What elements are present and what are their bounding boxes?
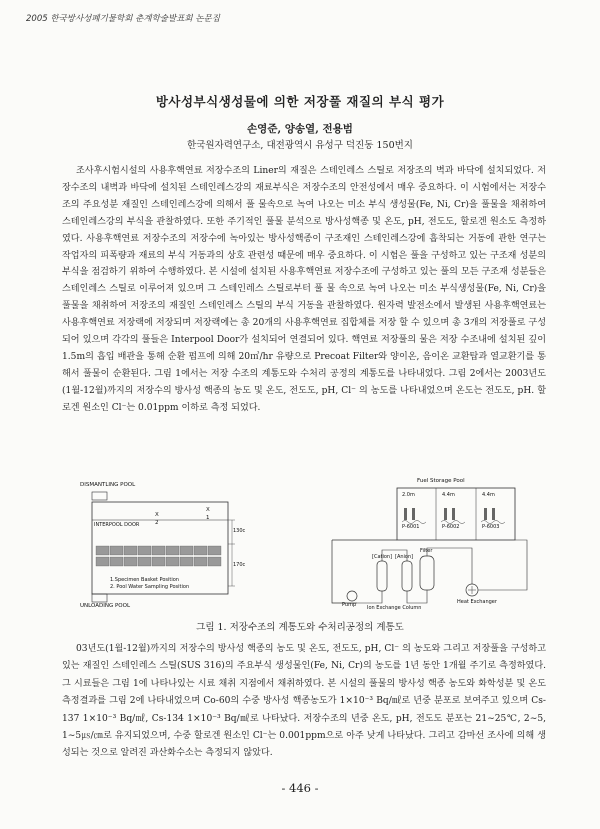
unloading-pool-label: UNLOADING POOL	[80, 603, 131, 609]
fuel-storage-pool-label: Fuel Storage Pool	[417, 478, 465, 484]
figure-caption: 그림 1. 저장수조의 계통도와 수처리공정의 계통도	[196, 622, 404, 633]
sample-marker-2-x: X	[155, 512, 159, 518]
pool-layout-diagram	[80, 482, 250, 612]
heat-exchanger-label: Heat Exchanger	[457, 599, 497, 605]
pool-layout-drawing	[80, 482, 250, 612]
sample-marker-1-number: 1	[206, 515, 210, 521]
dismantling-pool-label: DISMANTLING POOL	[80, 482, 136, 488]
anion-label: [Anion]	[395, 554, 414, 560]
author-affiliation: 한국원자력연구소, 대전광역시 유성구 덕진동 150번지	[187, 140, 413, 151]
legend-item-1: 1.Specimen Basket Position	[110, 577, 179, 583]
water-treatment-diagram	[322, 478, 544, 613]
pool-a-label: P-6001	[402, 524, 420, 530]
legend-item-2: 2. Pool Water Sampling Position	[110, 584, 190, 590]
proceedings-header: 2005 한국방사성폐기물학회 춘계학술발표회 논문집	[26, 14, 220, 24]
cation-label: [Cation]	[372, 554, 393, 560]
pool-b-label: P-6002	[442, 524, 460, 530]
water-treatment-drawing	[322, 478, 544, 613]
paper-title: 방사성부식생성물에 의한 저장풀 재질의 부식 평가	[155, 94, 445, 109]
body-paragraph-1: 조사후시험시설의 사용후핵연료 저장수조의 Liner의 재질은 스테인레스 스틸로 저장조의 벽과 바닥에 설치되었다. 저장수조의 내벽과 바닥에 설치된 스테인레스강의 재료부식은 저장수조의 안전성에서 매우 중요하다. 이 시험에서는 저장수조의 주요성분 재질인 스테인레스강에 의해서 풀 물속으로 녹여 나오는 미소 부식 생성물(Fe, Ni, Cr)을 풀물을 채취하여 스테인레스강의 부식을 관찰하였다. 또한 주기적인 풀물 분석으로 방사성핵종 및 온도, pH, 전도도, 할로겐 원소도 측정하였다. 사용후핵연료 저장수조의 저장수에 녹아있는 방사성핵종이 구조재인 스테인레스강에 흡착되는 거동에 관한 연구는 작업자의 피폭량과 재료의 부식 거동과의 상호 관련성 때문에 매우 중요하다. 이 시험은 풀을 구성하고 있는 구조재 성분의 부식을 점검하기 위하여 수행하였다. 본 시설에 설치된 사용후핵연료 저장수조에 구성하고 있는 풀의 모든 구조재 성분들은 스테인레스 스틸로 이루어져 있으며 그 스테인레스 스틸로부터 풀 물 속으로 녹여 나오는 미소 부식생성물(Fe, Ni, Cr)을 풀물을 채취하여 저장조의 재질인 스테인레스 스틸의 부식 거동을 관찰하였다. 원자력 발전소에서 발생된 사용후핵연료는 사용후핵연료 저장랙에 저장되며 저장랙에는 총 20개의 사용후핵연료 집합체를 저장 할 수 있으며 총 3개의 저장풀로 구성되어 있으며 각각의 풀들은 Interpool Door가 설치되어 연결되어 있다. 핵연료 저장풀의 물은 저장 수조내에 설치된 깊이1.5m의 흡입 배관을 통해 순환 펌프에 의해 20㎥/hr 유량으로 Precoat Filter와 양이온, 음이온 교환탑과 열교환기를 통해서 풀물이 순환된다. 그림 1에서는 저장 수조의 계통도와 수처리 공정의 계통도를 나타내었다. 그림 2에서는 2003년도(1월-12월)까지의 저장수의 방사성 핵종의 농도 및 온도, 전도도, pH, Cl⁻ 의 농도를 나타내었으며 온도는 전도도, pH. 할로겐 원소인 Cl⁻는 0.01ppm 이하로 측정 되었다.	[62, 166, 546, 413]
dimension-top-label: 130c	[233, 528, 246, 534]
pool-b-level: 4.4m	[442, 492, 455, 498]
dimension-bottom-label: 170c	[233, 562, 246, 568]
pump-label: Pump	[342, 602, 357, 608]
ion-exchange-label: Ion Exchange Column	[367, 605, 422, 611]
pool-c-label: P-6003	[482, 524, 500, 530]
page-number: - 446 -	[281, 781, 319, 795]
body-paragraph-2: 03년도(1월-12월)까지의 저장수의 방사성 핵종의 농도 및 온도, 전도도, pH, Cl⁻ 의 농도와 그리고 저장풀을 구성하고 있는 재질인 스테인레스 스틸(SUS 316)의 주요부식 생성물인(Fe, Ni, Cr)의 농도를 1년 동안 1개월 주기로 측정하였다. 그 시료들은 그림 1에 나타나있는 시료 채취 지점에서 채취하였다. 본 시설의 풀물의 방사성 핵종 농도와 화학성분 및 온도 측정결과를 그림 2에 나타내었으며 Co-60의 수중 방사성 핵종농도가 1×10⁻³ Bq/㎖로 년중 분포로 보여주고 있으며 Cs-137 1×10⁻³ Bq/㎖, Cs-134 1×10⁻³ Bq/㎖로 나타났다. 저장수조의 년중 온도, pH, 전도도 분포는 21∼25℃, 2∼5, 1∼5㎲/㎝로 유지되었으며, 수중 할로겐 원소인 Cl⁻는 0.001ppm으로 아주 낮게 나타났다. 그리고 감마선 조사에 의해 생성되는 것으로 알려진 과산화수소는 측정되지 않았다.	[62, 644, 546, 759]
pool-a-level: 2.0m	[402, 492, 415, 498]
sample-marker-2-number: 2	[155, 520, 159, 526]
pool-c-level: 4.4m	[482, 492, 495, 498]
filter-label: Filter	[420, 548, 433, 554]
paper-authors: 손영준, 양송열, 전용범	[247, 123, 353, 135]
interpool-door-label: INTERPOOL DOOR	[94, 522, 140, 528]
sample-marker-1-x: X	[206, 507, 210, 513]
